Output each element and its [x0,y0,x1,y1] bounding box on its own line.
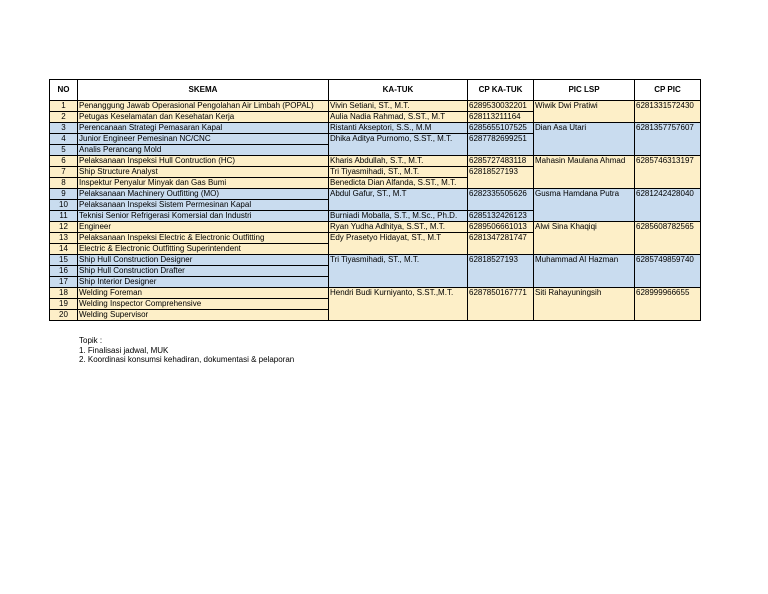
skema-cell: Analis Perancang Mold [78,145,329,156]
skema-cell: Welding Inspector Comprehensive [78,299,329,310]
row-no: 5 [50,145,78,156]
cp-pic-cell: 6281357757607 [635,123,701,156]
table-row [50,255,701,266]
notes-item: 1. Finalisasi jadwal, MUK [79,345,169,355]
ka-tuk-cell: Burniadi Moballa, S.T., M.Sc., Ph.D. [329,211,468,222]
cp-pic-cell: 6285608782565 [635,222,701,255]
skema-cell: Pelaksanaan Inspeksi Sistem Permesinan Kapal [78,200,329,211]
notes-item: 2. Koordinasi konsumsi kehadiran, dokumentasi & pelaporan [79,355,295,364]
cp-ka-tuk-cell: 6287850167771 [468,288,534,321]
row-no: 19 [50,299,78,310]
ka-tuk-cell: Ristanti Akseptori, S.S., M.M [329,123,468,134]
cp-pic-cell: 6285749859740 [635,255,701,288]
table-row [50,288,701,299]
cp-ka-tuk-cell: 6285655107525 [468,123,534,134]
cp-ka-tuk-cell: 62818527193 [468,167,534,189]
skema-cell: Ship Interior Designer [78,277,329,288]
row-no: 11 [50,211,78,222]
row-no: 8 [50,178,78,189]
row-no: 10 [50,200,78,211]
header-skema: SKEMA [78,80,329,101]
ka-tuk-cell: Vivin Setiani, ST., M.T. [329,101,468,112]
skema-cell: Teknisi Senior Refrigerasi Komersial dan Industri [78,211,329,222]
pic-lsp-cell: Wiwik Dwi Pratiwi [534,101,635,123]
ka-tuk-cell: Edy Prasetyo Hidayat, ST., M.T [329,233,468,255]
pic-lsp-cell: Muhammad Al Hazman [534,255,635,288]
row-no: 9 [50,189,78,200]
skema-cell: Penanggung Jawab Operasional Pengolahan Air Limbah (POPAL) [78,101,329,112]
skema-cell: Ship Hull Construction Designer [78,255,329,266]
schema-table [49,79,701,321]
ka-tuk-cell: Tri Tiyasmihadi, ST., M.T. [329,255,468,288]
row-no: 13 [50,233,78,244]
skema-cell: Junior Engineer Pemesinan NC/CNC [78,134,329,145]
row-no: 2 [50,112,78,123]
cp-ka-tuk-cell: 6285727483118 [468,156,534,167]
header-cp-ka-tuk: CP KA-TUK [468,80,534,101]
pic-lsp-cell: Dian Asa Utari [534,123,635,156]
skema-cell: Engineer [78,222,329,233]
table-row [50,101,701,112]
skema-cell: Electric & Electronic Outfitting Superintendent [78,244,329,255]
cp-pic-cell: 6281242428040 [635,189,701,222]
ka-tuk-cell: Ryan Yudha Adhitya, S.ST., M.T. [329,222,468,233]
cp-ka-tuk-cell: 6287782699251 [468,134,534,156]
row-no: 18 [50,288,78,299]
ka-tuk-cell: Abdul Gafur, ST., M.T [329,189,468,211]
skema-cell: Pelaksanaan Machinery Outfitting (MO) [78,189,329,200]
row-no: 14 [50,244,78,255]
skema-cell: Petugas Keselamatan dan Kesehatan Kerja [78,112,329,123]
ka-tuk-cell: Dhika Aditya Purnomo, S.ST., M.T. [329,134,468,156]
ka-tuk-cell: Benedicta Dian Alfanda, S.ST., M.T. [329,178,468,189]
header-pic-lsp: PIC LSP [534,80,635,101]
cp-ka-tuk-cell: 62818527193 [468,255,534,288]
topic-notes [79,336,294,365]
pic-lsp-cell: Mahasin Maulana Ahmad [534,156,635,189]
cp-pic-cell: 628999966655 [635,288,701,321]
row-no: 7 [50,167,78,178]
table-row [50,222,701,233]
cp-ka-tuk-cell: 6285132426123 [468,211,534,222]
row-no: 12 [50,222,78,233]
cp-ka-tuk-cell: 6282335505626 [468,189,534,211]
ka-tuk-cell: Kharis Abdullah, S.T., M.T. [329,156,468,167]
skema-cell: Pelaksanaan Inspeksi Electric & Electronic Outfitting [78,233,329,244]
cp-ka-tuk-cell: 6281347281747 [468,233,534,255]
row-no: 16 [50,266,78,277]
header-cp-pic: CP PIC [635,80,701,101]
cp-pic-cell: 6281331572430 [635,101,701,123]
pic-lsp-cell: Alwi Sina Khaqiqi [534,222,635,255]
row-no: 1 [50,101,78,112]
skema-cell: Welding Supervisor [78,310,329,321]
cp-ka-tuk-cell: 6289506661013 [468,222,534,233]
row-no: 4 [50,134,78,145]
table-row [50,123,701,134]
skema-cell: Welding Foreman [78,288,329,299]
skema-cell: Inspektur Penyalur Minyak dan Gas Bumi [78,178,329,189]
ka-tuk-cell: Aulia Nadia Rahmad, S.ST., M.T [329,112,468,123]
skema-cell: Perencanaan Strategi Pemasaran Kapal [78,123,329,134]
row-no: 17 [50,277,78,288]
table-header-row [50,80,701,101]
pic-lsp-cell: Siti Rahayuningsih [534,288,635,321]
ka-tuk-cell: Hendri Budi Kurniyanto, S.ST.,M.T. [329,288,468,321]
cp-ka-tuk-cell: 6289530032201 [468,101,534,112]
skema-cell: Ship Structure Analyst [78,167,329,178]
pic-lsp-cell: Gusma Hamdana Putra [534,189,635,222]
table-row [50,189,701,200]
table-row [50,156,701,167]
row-no: 20 [50,310,78,321]
row-no: 3 [50,123,78,134]
row-no: 15 [50,255,78,266]
cp-pic-cell: 6285746313197 [635,156,701,189]
row-no: 6 [50,156,78,167]
skema-cell: Ship Hull Construction Drafter [78,266,329,277]
notes-title: Topik : [79,336,103,345]
ka-tuk-cell: Tri Tiyasmihadi, ST., M.T. [329,167,468,178]
header-no: NO [50,80,78,101]
header-ka-tuk: KA-TUK [329,80,468,101]
skema-cell: Pelaksanaan Inspeksi Hull Contruction (HC) [78,156,329,167]
cp-ka-tuk-cell: 628113211164 [468,112,534,123]
